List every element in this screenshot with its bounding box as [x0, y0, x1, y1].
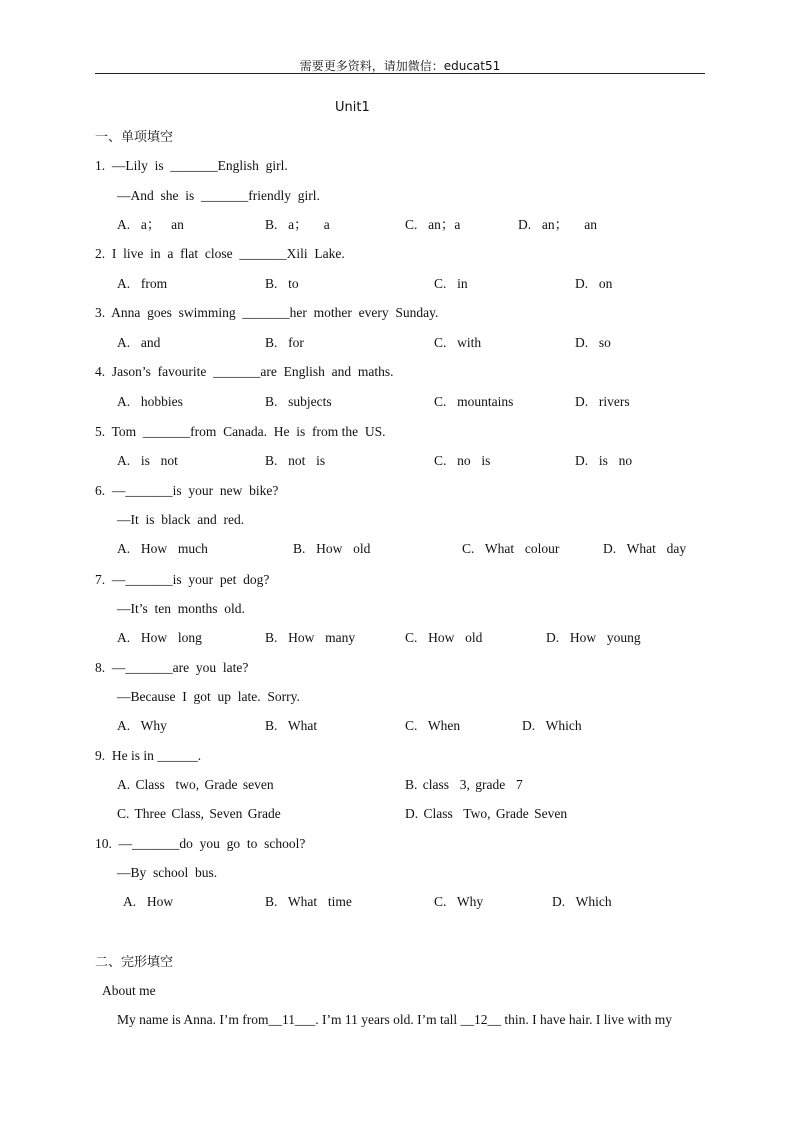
question-stem: 4. Jason’s favourite _______are English and maths.: [95, 364, 394, 379]
question-stem: 10. —_______do you go to school?: [95, 836, 306, 851]
option-b[interactable]: B. What time: [265, 894, 352, 909]
option-c[interactable]: C. in: [434, 276, 468, 291]
question-stem: 1. —Lily is _______English girl.: [95, 158, 288, 173]
option-d[interactable]: D. How young: [546, 630, 641, 645]
question-stem: 8. —_______are you late?: [95, 660, 249, 675]
passage-paragraph: My name is Anna. I’m from__11___. I’m 11 years old. I’m tall __12__ thin. I have hair. I live with my: [117, 1012, 673, 1027]
option-b[interactable]: B. not is: [265, 453, 326, 468]
option-c[interactable]: C. How old: [405, 630, 483, 645]
option-a[interactable]: A. How: [123, 894, 174, 909]
option-d[interactable]: D. is no: [575, 453, 633, 468]
option-a[interactable]: A. is not: [117, 453, 178, 468]
section-heading-single-choice: 一、单项填空: [95, 130, 174, 145]
option-b[interactable]: B. a； a: [265, 217, 330, 232]
question-stem: 9. He is in ______.: [95, 748, 202, 763]
section-heading-cloze: 二、完形填空: [95, 955, 174, 970]
option-d[interactable]: D. Which: [522, 718, 582, 733]
option-a[interactable]: A. How much: [117, 541, 208, 556]
option-d[interactable]: D. an； an: [518, 217, 597, 232]
passage-title: About me: [102, 983, 156, 998]
option-c[interactable]: C. an；a: [405, 217, 461, 232]
option-d[interactable]: D. Class Two, Grade Seven: [405, 806, 568, 821]
question-stem: 3. Anna goes swimming _______her mother every Sunday.: [95, 305, 439, 320]
question-stem-line: —It is black and red.: [117, 512, 245, 527]
option-b[interactable]: B. What: [265, 718, 318, 733]
option-a[interactable]: A. How long: [117, 630, 202, 645]
option-c[interactable]: C. When: [405, 718, 461, 733]
header-rule: [95, 73, 705, 74]
option-b[interactable]: B. for: [265, 335, 304, 350]
page-header: 需要更多资料，请加微信：educat51: [299, 59, 501, 73]
option-b[interactable]: B. class 3, grade 7: [405, 777, 523, 792]
question-stem: 7. —_______is your pet dog?: [95, 572, 270, 587]
option-c[interactable]: C. mountains: [434, 394, 514, 409]
option-c[interactable]: C. no is: [434, 453, 491, 468]
option-d[interactable]: D. What day: [603, 541, 687, 556]
option-c[interactable]: C. What colour: [462, 541, 560, 556]
question-stem: 2. I live in a flat close _______Xili Lake.: [95, 246, 345, 261]
option-b[interactable]: B. How many: [265, 630, 356, 645]
question-stem: 6. —_______is your new bike?: [95, 483, 279, 498]
option-d[interactable]: D. on: [575, 276, 613, 291]
option-d[interactable]: D. Which: [552, 894, 612, 909]
option-a[interactable]: A. Class two, Grade seven: [117, 777, 274, 792]
question-stem-line: —By school bus.: [117, 865, 218, 880]
option-d[interactable]: D. rivers: [575, 394, 630, 409]
option-c[interactable]: C. with: [434, 335, 482, 350]
option-d[interactable]: D. so: [575, 335, 611, 350]
option-b[interactable]: B. How old: [293, 541, 371, 556]
question-stem-line: —And she is _______friendly girl.: [117, 188, 320, 203]
question-stem-line: —It’s ten months old.: [117, 601, 245, 616]
option-b[interactable]: B. to: [265, 276, 299, 291]
option-a[interactable]: A. a； an: [117, 217, 184, 232]
option-c[interactable]: C. Three Class, Seven Grade: [117, 806, 281, 821]
option-a[interactable]: A. Why: [117, 718, 167, 733]
question-stem-line: —Because I got up late. Sorry.: [117, 689, 300, 704]
page-title: Unit1: [335, 100, 370, 115]
option-a[interactable]: A. from: [117, 276, 168, 291]
option-a[interactable]: A. and: [117, 335, 161, 350]
option-b[interactable]: B. subjects: [265, 394, 332, 409]
question-stem: 5. Tom _______from Canada. He is from the US.: [95, 424, 386, 439]
option-a[interactable]: A. hobbies: [117, 394, 183, 409]
option-c[interactable]: C. Why: [434, 894, 484, 909]
